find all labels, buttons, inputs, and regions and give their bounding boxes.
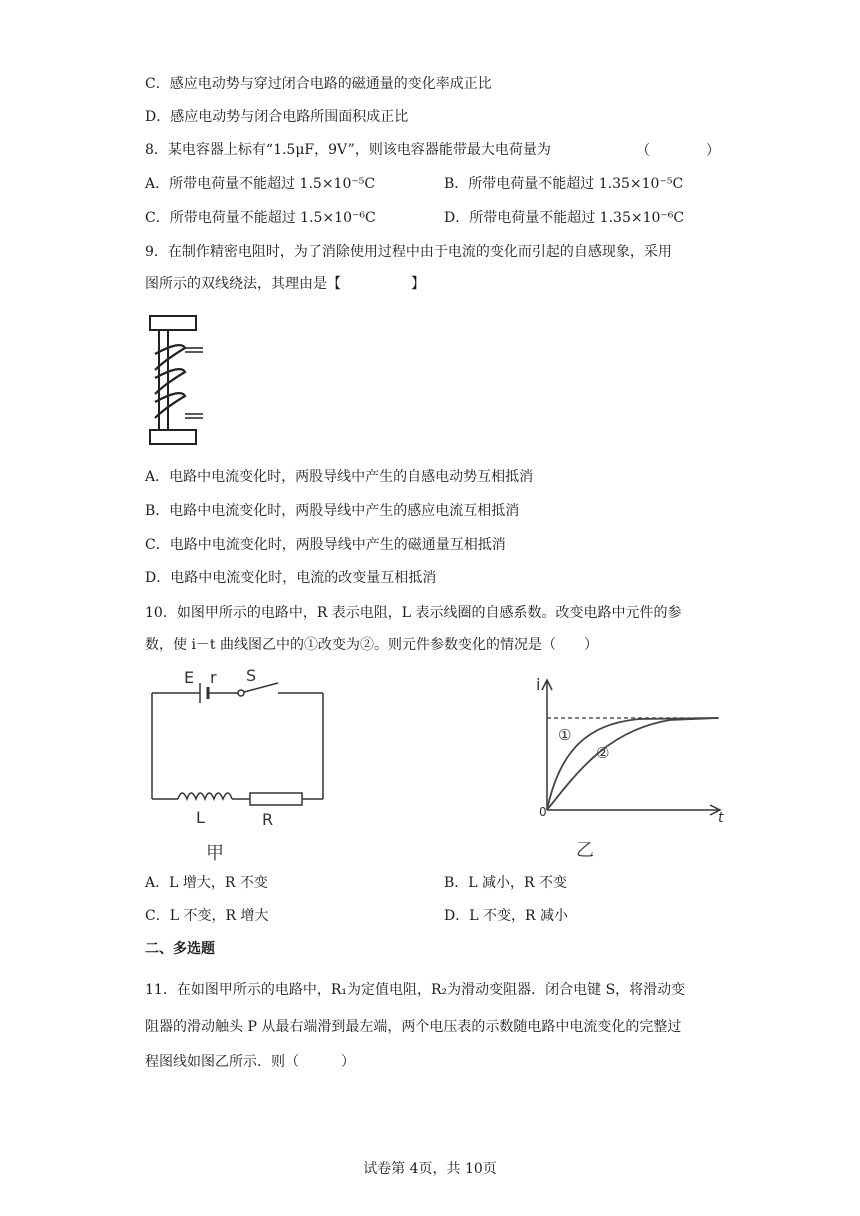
axis-label-t: t — [718, 810, 724, 826]
label-L: L — [196, 808, 205, 827]
q9-option-a: A．电路中电流变化时，两股导线中产生的自感电动势互相抵消 — [145, 469, 534, 485]
q8-option-d: D．所带电荷量不能超过 1.35×10⁻⁶C — [444, 210, 685, 226]
current-time-graph-yi — [530, 668, 735, 864]
q9-stem-line2: 图所示的双线绕法，其理由是【 】 — [145, 276, 425, 292]
q8-option-b: B．所带电荷量不能超过 1.35×10⁻⁵C — [444, 176, 684, 192]
caption-jia: 甲 — [206, 843, 224, 864]
q10-option-a: A．L 增大，R 不变 — [145, 875, 268, 891]
q11-stem-line3: 程图线如图乙所示．则（ ） — [145, 1054, 355, 1070]
q10-option-c: C．L 不变，R 增大 — [145, 908, 269, 924]
q8-answer-paren: （ ） — [636, 143, 720, 159]
q9-option-b: B．电路中电流变化时，两股导线中产生的感应电流互相抵消 — [145, 503, 520, 519]
page-footer: 试卷第 4页，共 10页 — [363, 1161, 497, 1177]
circuit-diagram-jia — [140, 665, 340, 865]
axis-label-i: i — [536, 675, 541, 694]
origin-label: 0 — [539, 805, 547, 819]
curve-1-label: ① — [558, 726, 572, 744]
q9-option-c: C．电路中电流变化时，两股导线中产生的磁通量互相抵消 — [145, 537, 506, 553]
q11-stem-line2: 阻器的滑动触头 P 从最右端滑到最左端，两个电压表的示数随电路中电流变化的完整过 — [145, 1019, 682, 1035]
q7-option-c: C．感应电动势与穿过闭合电路的磁通量的变化率成正比 — [145, 76, 492, 92]
q10-stem-line1: 10．如图甲所示的电路中，R 表示电阻，L 表示线圈的自感系数。改变电路中元件的参 — [145, 605, 682, 621]
q10-option-b: B．L 减小，R 不变 — [444, 875, 568, 891]
label-r: r — [210, 668, 217, 687]
q7-option-d: D．感应电动势与闭合电路所围面积成正比 — [145, 109, 409, 125]
label-E: E — [184, 668, 195, 687]
q11-stem-line1: 11．在如图甲所示的电路中，R₁为定值电阻，R₂为滑动变阻器．闭合电键 S，将滑动变 — [145, 982, 686, 998]
q8-option-a: A．所带电荷量不能超过 1.5×10⁻⁵C — [145, 176, 376, 192]
label-S: S — [246, 666, 257, 685]
label-R: R — [262, 810, 274, 829]
section-title-multiple-choice: 二、多选题 — [145, 941, 215, 957]
bifilar-coil-figure — [145, 312, 210, 452]
q8-stem: 8．某电容器上标有“1.5μF，9V”，则该电容器能带最大电荷量为 — [145, 142, 551, 158]
q9-option-d: D．电路中电流变化时，电流的改变量互相抵消 — [145, 570, 437, 586]
caption-yi: 乙 — [576, 840, 594, 861]
q10-option-d: D．L 不变，R 减小 — [444, 908, 568, 924]
q8-option-c: C．所带电荷量不能超过 1.5×10⁻⁶C — [145, 210, 376, 226]
curve-2-label: ② — [596, 744, 610, 762]
q10-stem-line2: 数，使 i－t 曲线图乙中的①改变为②。则元件参数变化的情况是（ ） — [145, 637, 599, 653]
q9-stem-line1: 9．在制作精密电阻时，为了消除使用过程中由于电流的变化而引起的自感现象，采用 — [145, 244, 672, 260]
